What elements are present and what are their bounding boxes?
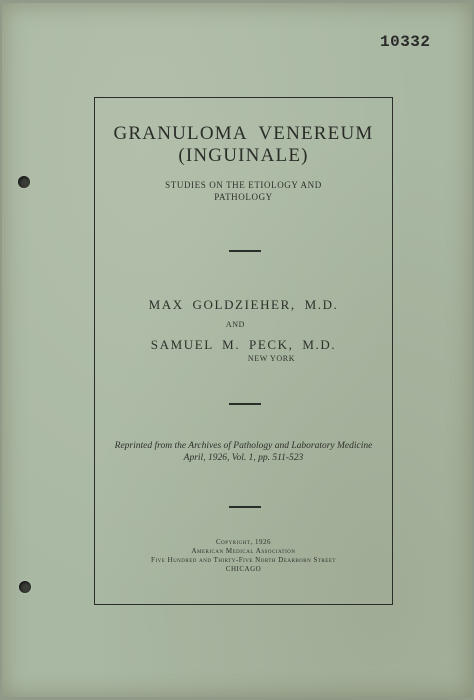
address-line: Five Hundred and Thirty-Five North Dearborn Street xyxy=(151,556,336,564)
copyright-line: Copyright, 1926 xyxy=(216,538,271,546)
inventory-number: 10332 xyxy=(380,33,431,51)
author-first: MAX GOLDZIEHER, M.D. xyxy=(148,297,339,312)
divider-rule xyxy=(229,403,261,405)
cover-frame xyxy=(94,97,393,605)
reprint-line-1: Reprinted from the Archives of Pathology and Laboratory Medicine xyxy=(114,441,373,451)
reprint-line-2: April, 1926, Vol. 1, pp. 511-523 xyxy=(183,453,304,463)
divider-rule xyxy=(229,250,261,252)
author-second: SAMUEL M. PECK, M.D. xyxy=(150,337,337,352)
divider-rule xyxy=(229,506,261,508)
author-conjunction: AND xyxy=(225,320,246,329)
author-city: NEW YORK xyxy=(247,354,296,363)
publisher-line: American Medical Association xyxy=(191,547,296,555)
city-line: CHICAGO xyxy=(225,565,262,573)
subtitle-line-1: STUDIES ON THE ETIOLOGY AND xyxy=(165,180,322,190)
pamphlet-cover xyxy=(2,3,472,697)
punch-hole-top xyxy=(18,176,30,188)
punch-hole-bottom xyxy=(19,581,31,593)
title-line-1: GRANULOMA VENEREUM xyxy=(113,123,374,144)
subtitle-line-2: PATHOLOGY xyxy=(214,192,273,202)
title-line-2: (INGUINALE) xyxy=(178,145,309,166)
